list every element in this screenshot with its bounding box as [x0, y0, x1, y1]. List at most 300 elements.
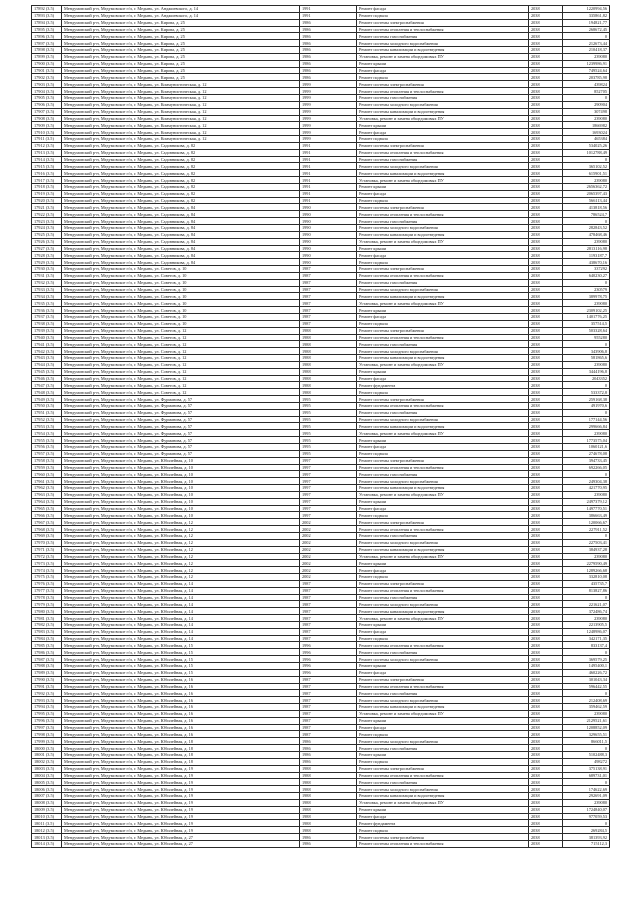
table-row [32, 793, 610, 800]
cell-record-id: 17903 (3.5) [32, 81, 62, 88]
cell-plan-year: 2038 [529, 498, 563, 505]
cell-address: Мендумовский р-н, Медумовское г/п, г. Медынь, ул. Юбилейная, д. 10 [62, 498, 300, 505]
cell-work-type: Ремонт системы холодного водоснабжения [357, 163, 529, 170]
cell-record-id: 17950 (3.5) [32, 402, 62, 409]
cell-cost: 0 [563, 690, 610, 697]
cell-work-type: Ремонт подвала [357, 731, 529, 738]
cell-build-year: 1996 [300, 649, 357, 656]
cell-record-id: 17928 (3.5) [32, 252, 62, 259]
cell-plan-year: 2038 [529, 615, 563, 622]
cell-address: Мендумовский р-н, Медумовское г/п, г. Медынь, ул. Кирова, д. 25 [62, 53, 300, 60]
cell-work-type: Ремонт системы отопления и теплоснабжения [357, 149, 529, 156]
cell-plan-year: 2038 [529, 245, 563, 252]
cell-build-year: 1991 [300, 197, 357, 204]
cell-address: Мендумовский р-н, Медумовское г/п, г. Медынь, ул. Коммунистическая, д. 12 [62, 108, 300, 115]
cell-address: Мендумовский р-н, Медумовское г/п, г. Медынь, ул. Юбилейная, д. 15 [62, 656, 300, 663]
cell-plan-year: 2038 [529, 334, 563, 341]
cell-build-year: 1988 [300, 772, 357, 779]
cell-address: Мендумовский р-н, Медумовское г/п, г. Медынь, ул. Фурманова, д. 57 [62, 444, 300, 451]
cell-address: Мендумовский р-н, Медумовское г/п, г. Медынь, ул. Юбилейная, д. 12 [62, 532, 300, 539]
cell-plan-year: 2038 [529, 12, 563, 19]
cell-build-year: 1997 [300, 457, 357, 464]
cell-address: Мендумовский р-н, Медумовское г/п, г. Медынь, ул. Юбилейная, д. 18 [62, 751, 300, 758]
cell-plan-year: 2038 [529, 820, 563, 827]
cell-record-id: 17934 (3.5) [32, 293, 62, 300]
cell-record-id: 17980 (3.5) [32, 608, 62, 615]
cell-record-id: 17981 (3.5) [32, 615, 62, 622]
cell-record-id: 17951 (3.5) [32, 409, 62, 416]
cell-record-id: 17912 (3.5) [32, 142, 62, 149]
cell-build-year: 1988 [300, 382, 357, 389]
cell-cost: 307498 [563, 108, 610, 115]
table-row [32, 772, 610, 779]
cell-build-year: 1995 [300, 416, 357, 423]
cell-work-type: Ремонт системы электроснабжения [357, 676, 529, 683]
cell-work-type: Ремонт системы электроснабжения [357, 266, 529, 273]
table-row [32, 615, 610, 622]
cell-build-year: 1987 [300, 710, 357, 717]
table-row [32, 526, 610, 533]
cell-plan-year: 2038 [529, 621, 563, 628]
cell-work-type: Ремонт фасада [357, 505, 529, 512]
cell-build-year: 1988 [300, 765, 357, 772]
cell-work-type: Ремонт системы отопления и теплоснабжения [357, 840, 529, 847]
cell-cost: 274678,08 [563, 450, 610, 457]
cell-work-type: Ремонт фасада [357, 669, 529, 676]
table-row [32, 142, 610, 149]
cell-address: Мендумовский р-н, Медумовское г/п, г. Медынь, ул. Юбилейная, д. 15 [62, 649, 300, 656]
cell-work-type: Ремонт системы канализации и водоотведения [357, 170, 529, 177]
cell-plan-year: 2038 [529, 799, 563, 806]
cell-address: Мендумовский р-н, Медумовское г/п, г. Медынь, ул. Коммунистическая, д. 12 [62, 129, 300, 136]
cell-plan-year: 2038 [529, 813, 563, 820]
cell-build-year: 1988 [300, 375, 357, 382]
cell-work-type: Ремонт фасада [357, 313, 529, 320]
cell-address: Мендумовский р-н, Медумовское г/п, г. Медынь, ул. Садовникова, д. 82 [62, 142, 300, 149]
cell-address: Мендумовский р-н, Медумовское г/п, г. Медынь, ул. Юбилейная, д. 19 [62, 786, 300, 793]
cell-work-type: Ремонт системы газоснабжения [357, 409, 529, 416]
cell-plan-year: 2038 [529, 628, 563, 635]
table-row [32, 94, 610, 101]
cell-plan-year: 2038 [529, 827, 563, 834]
cell-plan-year: 2038 [529, 293, 563, 300]
table-row [32, 190, 610, 197]
cell-build-year: 1988 [300, 389, 357, 396]
cell-cost: 833137,4 [563, 642, 610, 649]
cell-address: Мендумовский р-н, Медумовское г/п, г. Медынь, ул. Советов, д. 12 [62, 355, 300, 362]
cell-work-type: Ремонт крыши [357, 498, 529, 505]
cell-cost: 343906,8 [563, 348, 610, 355]
table-row [32, 279, 610, 286]
cell-address: Мендумовский р-н, Медумовское г/п, г. Медынь, ул. Коммунистическая, д. 12 [62, 122, 300, 129]
cell-work-type: Ремонт подвала [357, 635, 529, 642]
cell-address: Мендумовский р-н, Медумовское г/п, г. Медынь, ул. Юбилейная, д. 16 [62, 676, 300, 683]
cell-record-id: 17996 (3.5) [32, 717, 62, 724]
cell-record-id: 17993 (3.5) [32, 697, 62, 704]
cell-plan-year: 2038 [529, 532, 563, 539]
cell-plan-year: 2038 [529, 580, 563, 587]
table-row [32, 786, 610, 793]
cell-plan-year: 2038 [529, 108, 563, 115]
cell-cost: 2279590,49 [563, 560, 610, 567]
cell-work-type: Ремонт системы холодного водоснабжения [357, 697, 529, 704]
cell-address: Мендумовский р-н, Медумовское г/п, г. Медынь, ул. Юбилейная, д. 12 [62, 574, 300, 581]
table-row [32, 74, 610, 81]
cell-build-year: 1986 [300, 840, 357, 847]
cell-work-type: Ремонт системы канализации и водоотведения [357, 704, 529, 711]
cell-record-id: 17972 (3.5) [32, 553, 62, 560]
table-row [32, 471, 610, 478]
cell-plan-year: 2038 [529, 60, 563, 67]
cell-address: Мендумовский р-н, Медумовское г/п, г. Медынь, ул. Юбилейная, д. 27 [62, 840, 300, 847]
cell-work-type: Ремонт системы холодного водоснабжения [357, 786, 529, 793]
cell-cost: 239080 [563, 799, 610, 806]
cell-address: Мендумовский р-н, Медумовское г/п, г. Медынь, ул. Юбилейная, д. 18 [62, 738, 300, 745]
cell-work-type: Ремонт системы канализации и водоотведения [357, 355, 529, 362]
cell-record-id: 17926 (3.5) [32, 238, 62, 245]
table-row [32, 320, 610, 327]
cell-plan-year: 2038 [529, 649, 563, 656]
cell-address: Мендумовский р-н, Медумовское г/п, г. Медынь, ул. Юбилейная, д. 19 [62, 793, 300, 800]
cell-cost: 239080 [563, 710, 610, 717]
cell-record-id: 17896 (3.5) [32, 33, 62, 40]
cell-cost: 0 [563, 409, 610, 416]
cell-address: Мендумовский р-н, Медумовское г/п, г. Медынь, ул. Юбилейная, д. 19 [62, 813, 300, 820]
cell-address: Мендумовский р-н, Медумовское г/п, г. Медынь, ул. Анджиевского, д. 14 [62, 6, 300, 13]
table-row [32, 327, 610, 334]
cell-plan-year: 2038 [529, 355, 563, 362]
table-row [32, 594, 610, 601]
cell-cost: 438670,16 [563, 259, 610, 266]
cell-build-year: 1997 [300, 471, 357, 478]
cell-address: Мендумовский р-н, Медумовское г/п, г. Медынь, ул. Юбилейная, д. 14 [62, 601, 300, 608]
cell-build-year: 1987 [300, 676, 357, 683]
table-row [32, 204, 610, 211]
cell-cost: 1495400,1 [563, 663, 610, 670]
cell-work-type: Ремонт системы газоснабжения [357, 471, 529, 478]
cell-record-id: 17949 (3.5) [32, 396, 62, 403]
cell-plan-year: 2038 [529, 416, 563, 423]
cell-record-id: 17956 (3.5) [32, 444, 62, 451]
cell-work-type: Ремонт фундамента [357, 820, 529, 827]
table-row [32, 231, 610, 238]
cell-plan-year: 2038 [529, 457, 563, 464]
cell-record-id: 17997 (3.5) [32, 724, 62, 731]
table-row [32, 676, 610, 683]
cell-work-type: Ремонт крыши [357, 560, 529, 567]
table-row [32, 546, 610, 553]
cell-cost: 249304,38 [563, 478, 610, 485]
cell-address: Мендумовский р-н, Медумовское г/п, г. Медынь, ул. Кирова, д. 25 [62, 67, 300, 74]
cell-address: Мендумовский р-н, Медумовское г/п, г. Медынь, ул. Садовникова, д. 82 [62, 190, 300, 197]
cell-address: Мендумовский р-н, Медумовское г/п, г. Медынь, ул. Юбилейная, д. 12 [62, 539, 300, 546]
cell-plan-year: 2038 [529, 779, 563, 786]
cell-plan-year: 2038 [529, 437, 563, 444]
cell-cost: 375138,91 [563, 765, 610, 772]
cell-address: Мендумовский р-н, Медумовское г/п, г. Медынь, ул. Садовникова, д. 84 [62, 231, 300, 238]
cell-work-type: Установка, ремонт и замена общедомовых ПУ [357, 553, 529, 560]
cell-cost: 239080 [563, 238, 610, 245]
cell-record-id: 17991 (3.5) [32, 683, 62, 690]
cell-cost: 301043,34 [563, 676, 610, 683]
cell-plan-year: 2038 [529, 122, 563, 129]
cell-address: Мендумовский р-н, Медумовское г/п, г. Медынь, ул. Юбилейная, д. 15 [62, 642, 300, 649]
cell-address: Мендумовский р-н, Медумовское г/п, г. Медынь, ул. Юбилейная, д. 16 [62, 717, 300, 724]
cell-work-type: Ремонт крыши [357, 717, 529, 724]
cell-work-type: Ремонт системы холодного водоснабжения [357, 348, 529, 355]
cell-build-year: 2002 [300, 553, 357, 560]
cell-address: Мендумовский р-н, Медумовское г/п, г. Медынь, ул. Фурманова, д. 57 [62, 450, 300, 457]
cell-cost: 177144,56 [563, 416, 610, 423]
cell-build-year: 1987 [300, 266, 357, 273]
table-row [32, 355, 610, 362]
table-row [32, 464, 610, 471]
cell-cost: 852705 [563, 88, 610, 95]
cell-plan-year: 2038 [529, 704, 563, 711]
table-row [32, 53, 610, 60]
cell-work-type: Ремонт системы электроснабжения [357, 519, 529, 526]
cell-record-id: 18014 (3.5) [32, 840, 62, 847]
table-row [32, 491, 610, 498]
table-row [32, 259, 610, 266]
cell-work-type: Ремонт системы холодного водоснабжения [357, 286, 529, 293]
cell-address: Мендумовский р-н, Медумовское г/п, г. Медынь, ул. Садовникова, д. 84 [62, 245, 300, 252]
cell-plan-year: 2038 [529, 553, 563, 560]
cell-address: Мендумовский р-н, Медумовское г/п, г. Медынь, ул. Юбилейная, д. 14 [62, 608, 300, 615]
cell-work-type: Ремонт системы отопления и теплоснабжения [357, 272, 529, 279]
cell-plan-year: 2038 [529, 53, 563, 60]
cell-work-type: Ремонт системы электроснабжения [357, 834, 529, 841]
table-row [32, 751, 610, 758]
table-row [32, 498, 610, 505]
cell-build-year: 1986 [300, 40, 357, 47]
cell-cost: 335861,82 [563, 12, 610, 19]
cell-cost: 0 [563, 532, 610, 539]
cell-build-year: 1996 [300, 656, 357, 663]
cell-build-year: 1987 [300, 621, 357, 628]
cell-cost: 239080 [563, 53, 610, 60]
cell-address: Мендумовский р-н, Медумовское г/п, г. Медынь, ул. Юбилейная, д. 10 [62, 471, 300, 478]
cell-cost: 384937,28 [563, 546, 610, 553]
cell-build-year: 2002 [300, 560, 357, 567]
cell-record-id: 17965 (3.5) [32, 505, 62, 512]
cell-address: Мендумовский р-н, Медумовское г/п, г. Медынь, ул. Юбилейная, д. 19 [62, 806, 300, 813]
cell-record-id: 17984 (3.5) [32, 635, 62, 642]
table-row [32, 608, 610, 615]
cell-address: Мендумовский р-н, Медумовское г/п, г. Медынь, ул. Фурманова, д. 57 [62, 416, 300, 423]
cell-record-id: 17958 (3.5) [32, 457, 62, 464]
cell-address: Мендумовский р-н, Медумовское г/п, г. Медынь, ул. Садовникова, д. 84 [62, 204, 300, 211]
cell-build-year: 2002 [300, 526, 357, 533]
cell-work-type: Ремонт системы электроснабжения [357, 81, 529, 88]
cell-plan-year: 2038 [529, 211, 563, 218]
cell-plan-year: 2038 [529, 149, 563, 156]
cell-record-id: 17897 (3.5) [32, 40, 62, 47]
cell-record-id: 17992 (3.5) [32, 690, 62, 697]
table-row [32, 738, 610, 745]
cell-work-type: Ремонт системы газоснабжения [357, 649, 529, 656]
cell-plan-year: 2038 [529, 710, 563, 717]
cell-record-id: 18008 (3.5) [32, 799, 62, 806]
cell-cost: 299666,84 [563, 423, 610, 430]
cell-record-id: 17945 (3.5) [32, 368, 62, 375]
cell-record-id: 17935 (3.5) [32, 300, 62, 307]
cell-cost: 268672,45 [563, 26, 610, 33]
cell-record-id: 17946 (3.5) [32, 375, 62, 382]
cell-plan-year: 2038 [529, 40, 563, 47]
table-row [32, 341, 610, 348]
table-row [32, 26, 610, 33]
cell-cost: 0 [563, 156, 610, 163]
cell-address: Мендумовский р-н, Медумовское г/п, г. Медынь, ул. Садовникова, д. 84 [62, 218, 300, 225]
cell-plan-year: 2038 [529, 738, 563, 745]
cell-cost: 282843,52 [563, 225, 610, 232]
cell-build-year: 2002 [300, 532, 357, 539]
cell-address: Мендумовский р-н, Медумовское г/п, г. Медынь, ул. Советов, д. 10 [62, 279, 300, 286]
cell-address: Мендумовский р-н, Медумовское г/п, г. Медынь, ул. Садовникова, д. 82 [62, 156, 300, 163]
cell-address: Мендумовский р-н, Медумовское г/п, г. Медынь, ул. Коммунистическая, д. 12 [62, 88, 300, 95]
cell-cost: 372486,74 [563, 608, 610, 615]
cell-cost: 389978,75 [563, 293, 610, 300]
cell-build-year: 1986 [300, 758, 357, 765]
table-body [32, 6, 610, 848]
cell-record-id: 17962 (3.5) [32, 485, 62, 492]
cell-work-type: Ремонт подвала [357, 758, 529, 765]
cell-build-year: 1995 [300, 396, 357, 403]
table-row [32, 580, 610, 587]
table-row [32, 621, 610, 628]
table-row [32, 642, 610, 649]
cell-build-year: 1988 [300, 361, 357, 368]
cell-work-type: Ремонт системы отопления и теплоснабжения [357, 334, 529, 341]
cell-build-year: 1991 [300, 142, 357, 149]
cell-address: Мендумовский р-н, Медумовское г/п, г. Медынь, ул. Советов, д. 10 [62, 293, 300, 300]
cell-build-year: 1991 [300, 177, 357, 184]
cell-work-type: Ремонт системы холодного водоснабжения [357, 478, 529, 485]
cell-build-year: 1987 [300, 628, 357, 635]
cell-build-year: 1997 [300, 505, 357, 512]
cell-build-year: 1999 [300, 88, 357, 95]
cell-cost: 478468,46 [563, 231, 610, 238]
cell-cost: 365102,52 [563, 163, 610, 170]
cell-build-year: 1988 [300, 341, 357, 348]
cell-address: Мендумовский р-н, Медумовское г/п, г. Медынь, ул. Кирова, д. 25 [62, 26, 300, 33]
cell-work-type: Ремонт крыши [357, 806, 529, 813]
cell-record-id: 17937 (3.5) [32, 313, 62, 320]
table-row [32, 601, 610, 608]
cell-address: Мендумовский р-н, Медумовское г/п, г. Медынь, ул. Советов, д. 10 [62, 272, 300, 279]
table-row [32, 6, 610, 13]
cell-address: Мендумовский р-н, Медумовское г/п, г. Медынь, ул. Фурманова, д. 57 [62, 402, 300, 409]
table-row [32, 115, 610, 122]
table-row [32, 539, 610, 546]
cell-record-id: 17995 (3.5) [32, 710, 62, 717]
cell-plan-year: 2038 [529, 731, 563, 738]
cell-address: Мендумовский р-н, Медумовское г/п, г. Медынь, ул. Садовникова, д. 84 [62, 238, 300, 245]
cell-build-year: 1987 [300, 594, 357, 601]
cell-work-type: Ремонт системы холодного водоснабжения [357, 738, 529, 745]
cell-record-id: 18003 (3.5) [32, 765, 62, 772]
cell-build-year: 1987 [300, 307, 357, 314]
cell-cost: 2497379,12 [563, 498, 610, 505]
table-row [32, 33, 610, 40]
table-row [32, 663, 610, 670]
cell-build-year: 1988 [300, 806, 357, 813]
cell-cost: 534025,26 [563, 142, 610, 149]
cell-plan-year: 2038 [529, 423, 563, 430]
table-row [32, 396, 610, 403]
cell-work-type: Ремонт крыши [357, 307, 529, 314]
table-row [32, 649, 610, 656]
table-row [32, 813, 610, 820]
cell-plan-year: 2038 [529, 717, 563, 724]
cell-address: Мендумовский р-н, Медумовское г/п, г. Медынь, ул. Юбилейная, д. 16 [62, 710, 300, 717]
cell-record-id: 17986 (3.5) [32, 649, 62, 656]
cell-record-id: 17999 (3.5) [32, 738, 62, 745]
cell-cost: 212408,69 [563, 697, 610, 704]
cell-plan-year: 2038 [529, 19, 563, 26]
cell-work-type: Ремонт системы отопления и теплоснабжения [357, 642, 529, 649]
cell-address: Мендумовский р-н, Медумовское г/п, г. Медынь, ул. Юбилейная, д. 19 [62, 772, 300, 779]
cell-work-type: Ремонт системы газоснабжения [357, 218, 529, 225]
cell-record-id: 17959 (3.5) [32, 464, 62, 471]
cell-build-year: 1987 [300, 601, 357, 608]
cell-cost: 596442,55 [563, 683, 610, 690]
cell-address: Мендумовский р-н, Медумовское г/п, г. Медынь, ул. Юбилейная, д. 14 [62, 635, 300, 642]
cell-build-year: 1991 [300, 170, 357, 177]
cell-cost: 615901,51 [563, 170, 610, 177]
cell-address: Мендумовский р-н, Медумовское г/п, г. Медынь, ул. Юбилейная, д. 14 [62, 580, 300, 587]
cell-plan-year: 2038 [529, 375, 563, 382]
cell-build-year: 1987 [300, 724, 357, 731]
cell-address: Мендумовский р-н, Медумовское г/п, г. Медынь, ул. Садовникова, д. 84 [62, 225, 300, 232]
cell-cost: 227503,41 [563, 539, 610, 546]
cell-build-year: 1987 [300, 635, 357, 642]
cell-address: Мендумовский р-н, Медумовское г/п, г. Медынь, ул. Садовникова, д. 82 [62, 163, 300, 170]
cell-record-id: 17898 (3.5) [32, 47, 62, 54]
cell-build-year: 1987 [300, 286, 357, 293]
cell-build-year: 1986 [300, 47, 357, 54]
table-row [32, 683, 610, 690]
cell-plan-year: 2038 [529, 320, 563, 327]
cell-record-id: 17979 (3.5) [32, 601, 62, 608]
cell-build-year: 1999 [300, 94, 357, 101]
table-row [32, 717, 610, 724]
cell-address: Мендумовский р-н, Медумовское г/п, г. Медынь, ул. Юбилейная, д. 12 [62, 553, 300, 560]
cell-build-year: 1988 [300, 368, 357, 375]
cell-plan-year: 2038 [529, 669, 563, 676]
cell-plan-year: 2038 [529, 177, 563, 184]
cell-work-type: Ремонт системы отопления и теплоснабжения [357, 402, 529, 409]
cell-work-type: Ремонт системы газоснабжения [357, 690, 529, 697]
cell-work-type: Ремонт системы электроснабжения [357, 580, 529, 587]
cell-work-type: Ремонт подвала [357, 574, 529, 581]
table-row [32, 313, 610, 320]
table-row [32, 635, 610, 642]
cell-cost: 1012788,49 [563, 149, 610, 156]
table-row [32, 444, 610, 451]
cell-work-type: Ремонт системы отопления и теплоснабжения [357, 683, 529, 690]
cell-cost: 2213905,5 [563, 621, 610, 628]
cell-work-type: Ремонт системы холодного водоснабжения [357, 656, 529, 663]
table-row [32, 101, 610, 108]
table-row [32, 478, 610, 485]
cell-address: Мендумовский р-н, Медумовское г/п, г. Медынь, ул. Юбилейная, д. 19 [62, 779, 300, 786]
cell-cost: 413818,56 [563, 204, 610, 211]
cell-address: Мендумовский р-н, Медумовское г/п, г. Медынь, ул. Юбилейная, д. 14 [62, 628, 300, 635]
cell-cost: 1724840,07 [563, 806, 610, 813]
cell-work-type: Ремонт системы канализации и водоотведения [357, 423, 529, 430]
